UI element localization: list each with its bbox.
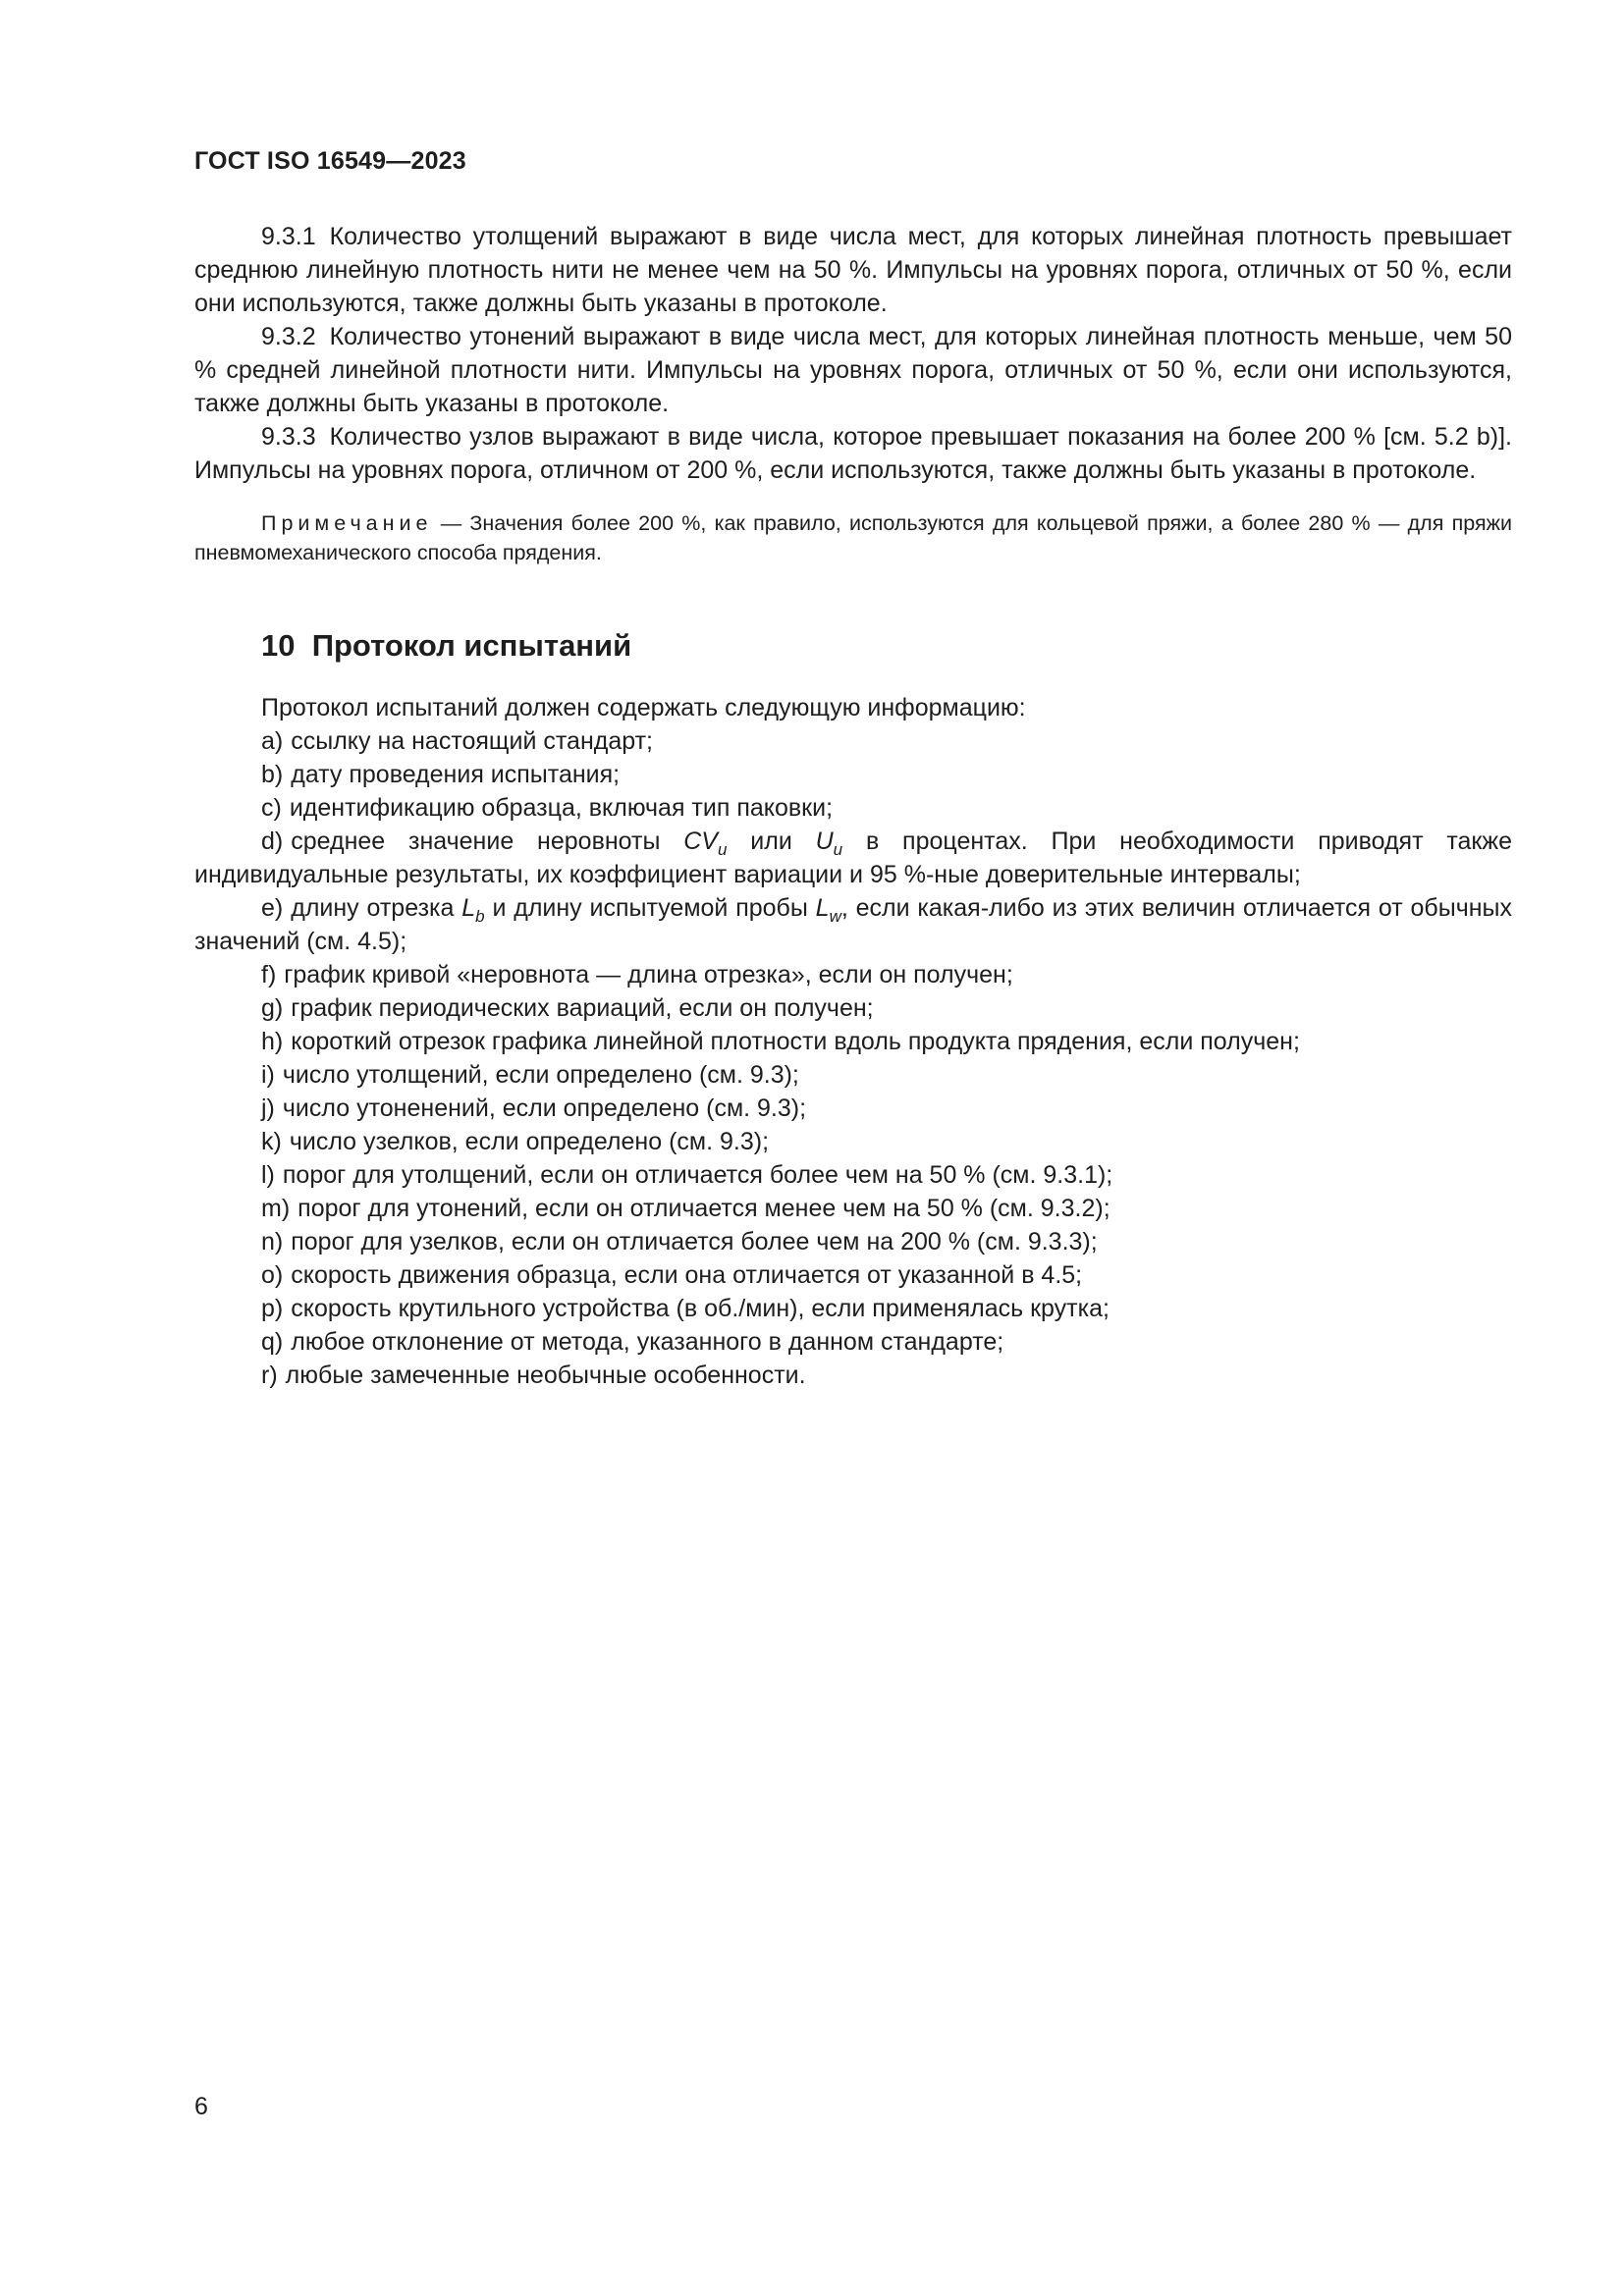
list-item — [194, 958, 1512, 991]
list-item-text: число утолщений, если определено (см. 9.3); — [282, 1061, 799, 1089]
paragraph-9-3-3 — [194, 420, 1512, 487]
list-item-text: в процентах. При необходимости приводят также индивидуальные результаты, их коэффициент вариации и 95 %-ные доверительные интервалы; — [194, 828, 1512, 888]
list-item-text: , если какая-либо из этих величин отличается от обычных значений (см. 4.5); — [194, 894, 1513, 955]
list-item — [194, 991, 1512, 1025]
list-item — [194, 1092, 1512, 1125]
paragraph-9-3-1 — [194, 220, 1512, 320]
list-item-text: график периодических вариаций, если он получен; — [291, 994, 874, 1022]
list-item-letter: h) — [261, 1028, 284, 1055]
list-item-letter: g) — [261, 994, 284, 1022]
list-item — [194, 1292, 1512, 1325]
list-item-text: идентификацию образца, включая тип паковки; — [289, 794, 834, 822]
list-item — [194, 1325, 1512, 1359]
list-item-letter: n) — [261, 1228, 284, 1255]
list-item-letter: q) — [261, 1328, 284, 1356]
document-header: ГОСТ ISO 16549—2023 — [194, 147, 466, 175]
paragraph-number: 9.3.2 — [261, 323, 316, 350]
list-item-text: порог для узелков, если он отличается более чем на 200 % (см. 9.3.3); — [291, 1228, 1098, 1255]
paragraph-text: Количество утолщений выражают в виде числа мест, для которых линейная плотность превышает среднюю линейную плотность нити не менее чем на 50 %. Импульсы на уровнях порога, отличных от 50 %, если они используются, также должны быть указаны в протоколе. — [194, 223, 1512, 317]
list-item-text: порог для утонений, если он отличается менее чем на 50 % (см. 9.3.2); — [298, 1195, 1110, 1222]
list-item-text: ссылку на настоящий стандарт; — [291, 727, 653, 755]
list-item-letter: a) — [261, 727, 284, 755]
list-item — [194, 1192, 1512, 1225]
note — [194, 508, 1512, 567]
list-item — [194, 791, 1512, 825]
list-item-letter: e) — [261, 894, 284, 922]
list-item-text: число узелков, если определено (см. 9.3); — [289, 1128, 770, 1155]
list-item-letter: c) — [261, 794, 282, 822]
paragraph-number: 9.3.1 — [261, 223, 316, 250]
list-item — [194, 1058, 1512, 1092]
list-item-text: и длину испытуемой пробы — [484, 894, 816, 922]
list-item-text: скорость движения образца, если она отличается от указанной в 4.5; — [291, 1261, 1083, 1289]
list-item-text: скорость крутильного устройства (в об./мин), если применялась крутка; — [291, 1295, 1110, 1322]
list-item-text: порог для утолщений, если он отличается более чем на 50 % (см. 9.3.1); — [282, 1161, 1113, 1189]
list-item — [194, 758, 1512, 791]
list-item — [194, 1359, 1512, 1392]
list-item-text: число утоненений, если определено (см. 9.3); — [282, 1095, 807, 1122]
symbol-u: $U_u$ — [815, 828, 843, 859]
symbol-lb: $L_b$ — [461, 894, 485, 926]
list-item — [194, 1258, 1512, 1292]
list-item-text: среднее значение неровноты — [291, 828, 684, 855]
list-item-letter: d) — [261, 828, 284, 855]
list-item-letter: b) — [261, 761, 284, 788]
symbol-cv: $CV_u$ — [683, 828, 728, 859]
list-item-letter: m) — [261, 1195, 291, 1222]
list-item-text: или — [727, 828, 816, 855]
list-item — [194, 1225, 1512, 1258]
paragraph-9-3-2 — [194, 320, 1512, 420]
symbol-lw: $L_w$ — [815, 894, 841, 926]
list-item-text: любое отклонение от метода, указанного в данном стандарте; — [291, 1328, 1004, 1356]
list-item-text: короткий отрезок графика линейной плотности вдоль продукта прядения, если получен; — [291, 1028, 1300, 1055]
list-item-letter: f) — [261, 961, 277, 988]
list-item — [194, 1158, 1512, 1192]
note-label: Примечание — [261, 511, 433, 535]
section-intro: Протокол испытаний должен содержать следующую информацию: — [261, 694, 1026, 721]
list-item-text: длину отрезка — [291, 894, 462, 922]
list-item-text: график кривой «неровнота — длина отрезка», если он получен; — [284, 961, 1013, 988]
section-title — [261, 626, 1512, 666]
list-item-letter: l) — [261, 1161, 275, 1189]
page-number: 6 — [194, 2093, 208, 2120]
list-item-text: дату проведения испытания; — [291, 761, 621, 788]
list-item — [194, 1125, 1512, 1158]
list-item-letter: o) — [261, 1261, 284, 1289]
list-item-letter: j) — [261, 1095, 275, 1122]
list-item-letter: k) — [261, 1128, 282, 1155]
list-item-letter: r) — [261, 1362, 278, 1389]
page-content — [194, 220, 1512, 1392]
list-item — [194, 724, 1512, 758]
list-item — [194, 1025, 1512, 1058]
note-text: — Значения более 200 %, как правило, используются для кольцевой пряжи, а более 280 % — для пряжи пневмомеханического способа прядения. — [194, 511, 1512, 564]
paragraph-text: Количество узлов выражают в виде числа, которое превышает показания на более 200 % [см. 5.2 b)]. Импульсы на уровнях порога, отличном от 200 %, если используются, также должны быть указаны в протоколе. — [194, 423, 1512, 484]
paragraph-text: Количество утонений выражают в виде числа мест, для которых линейная плотность меньше, чем 50 % средней линейной плотности нити. Импульсы на уровнях порога, отличных от 50 %, если они используются, также должны быть указаны в протоколе. — [194, 323, 1512, 417]
section-number: 10 — [261, 628, 296, 663]
list-item-letter: i) — [261, 1061, 275, 1089]
section-title-text: Протокол испытаний — [311, 628, 632, 663]
list-item — [194, 891, 1512, 958]
paragraph-number: 9.3.3 — [261, 423, 316, 451]
list-item — [194, 825, 1512, 891]
list-item-text: любые замеченные необычные особенности. — [285, 1362, 806, 1389]
list-item-letter: p) — [261, 1295, 284, 1322]
